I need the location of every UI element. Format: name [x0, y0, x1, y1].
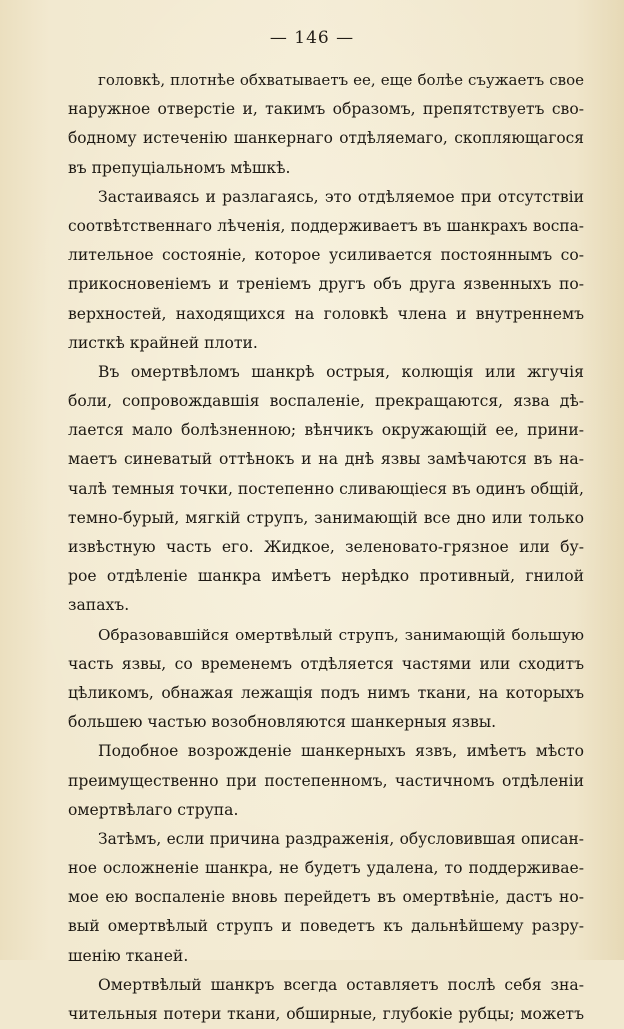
paragraph: [68, 621, 584, 738]
text-line: прикосновеніемъ и треніемъ другъ объ друга язвенныхъ по-: [68, 275, 584, 294]
text-line: ное осложненіе шанкра, не будетъ удалена, то поддерживае-: [68, 859, 584, 878]
text-line: Застаиваясь и разлагаясь, это отдѣляемое при отсутствіи: [98, 187, 584, 206]
paragraph: [68, 825, 584, 971]
text-line: омертвѣлаго струпа.: [68, 800, 239, 819]
text-line: извѣстную часть его. Жидкое, зеленовато-грязное или бу-: [68, 538, 584, 556]
paragraph: [68, 971, 584, 1029]
text-line: головкѣ, плотнѣе обхватываетъ ее, еще болѣе съужаетъ свое: [98, 71, 584, 89]
text-line: запахъ.: [68, 596, 130, 615]
text-line: вый омертвѣлый струпъ и поведетъ къ дальнѣйшему разру-: [68, 917, 584, 936]
text-line: чительныя потери ткани, обширные, глубокіе рубцы; можетъ: [68, 1005, 584, 1023]
body-text: [68, 66, 584, 1029]
paragraph: [68, 183, 584, 358]
text-line: мое ею воспаленіе вновь перейдетъ въ омертвѣніе, дастъ но-: [68, 888, 584, 907]
text-line: шенію тканей.: [68, 946, 189, 965]
text-line: наружное отверстіе и, такимъ образомъ, препятствуетъ сво-: [68, 100, 584, 119]
text-line: бодному истеченію шанкернаго отдѣляемаго, скопляющагося: [68, 129, 584, 148]
text-line: лается мало болѣзненною; вѣнчикъ окружающій ее, прини-: [68, 421, 584, 440]
text-line: въ препуціальномъ мѣшкѣ.: [68, 158, 291, 177]
text-line: Образовавшійся омертвѣлый струпъ, занимающій большую: [98, 625, 584, 644]
text-line: маетъ синеватый оттѣнокъ и на днѣ язвы замѣчаются въ на-: [68, 450, 584, 469]
text-line: Подобное возрожденіе шанкерныхъ язвъ, имѣетъ мѣсто: [98, 742, 584, 761]
paragraph: [68, 737, 584, 825]
text-line: Омертвѣлый шанкръ всегда оставляетъ послѣ себя зна-: [98, 975, 584, 994]
text-line: верхностей, находящихся на головкѣ члена и внутреннемъ: [68, 304, 584, 323]
text-line: боли, сопровождавшія воспаленіе, прекращаются, язва дѣ-: [68, 392, 584, 411]
text-line: чалѣ темныя точки, постепенно сливающіеся въ одинъ общій,: [68, 479, 584, 498]
text-line: листкѣ крайней плоти.: [68, 333, 258, 352]
text-line: Затѣмъ, если причина раздраженія, обусловившая описан-: [98, 829, 584, 848]
text-line: лительное состояніе, которое усиливается постояннымъ со-: [68, 246, 584, 265]
text-line: рое отдѣленіе шанкра имѣетъ нерѣдко противный, гнилой: [68, 567, 584, 586]
text-line: Въ омертвѣломъ шанкрѣ острыя, колющія или жгучія: [98, 362, 584, 381]
paragraph: [68, 358, 584, 621]
text-line: соотвѣтственнаго лѣченія, поддерживаетъ въ шанкрахъ воспа-: [68, 216, 584, 235]
text-line: большею частью возобновляются шанкерныя язвы.: [68, 713, 497, 732]
text-line: преимущественно при постепенномъ, частичномъ отдѣленіи: [68, 771, 584, 790]
page-number: — 146 —: [269, 28, 355, 48]
text-line: цѣликомъ, обнажая лежащія подъ нимъ ткани, на которыхъ: [68, 683, 584, 702]
paragraph: [68, 66, 584, 183]
text-line: часть язвы, со временемъ отдѣляется частями или сходитъ: [68, 654, 584, 673]
text-line: темно-бурый, мягкій струпъ, занимающій все дно или только: [68, 508, 584, 527]
